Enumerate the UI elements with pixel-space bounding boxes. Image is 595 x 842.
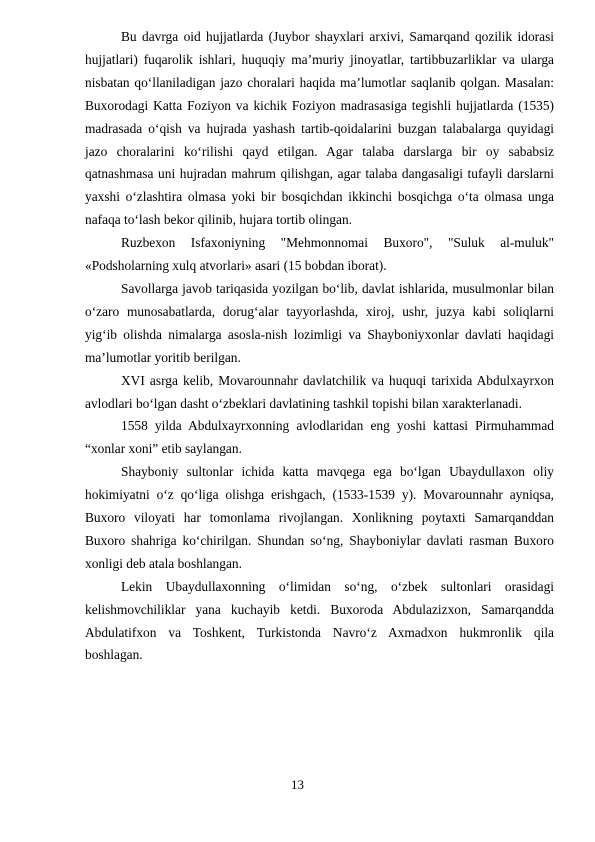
paragraph-disagreements: Lekin Ubaydullaxonning o‘limidan so‘ng, o‘zbek sultonlari orasidagi kelishmovchiliklar yana kuchayib ketdi. Buxoroda Abdulazizxon, Samarqandda Abdulatifxon va Toshkent, Turkistonda Navro‘z Axmadxon hukmronlik qila boshlagan.	[85, 578, 554, 663]
paragraph-juybor-archive: Bu davrga oid hujjatlarda (Juybor shayxlari arxivi, Samarqand qozilik idorasi hujjatlari) fuqarolik ishlari, huquqiy ma’muriy jinoyatlar, tartibbuzarliklar va ularga nisbatan qo‘llaniladigan jazo choralari haqida ma’lumotlar saqlanib qolgan. Masalan: Buxorodagi Katta Foziyon va kichik Foziyon madrasasiga tegishli hujjatlarda (1535) madrasada o‘qish va hujrada yashash tartib-qoidalarini buzgan talabalarga quyidagi jazo choralarini ko‘rilishi qayd etilgan. Agar talaba darslarga bir oy sababsiz qatnashmasa uni hujradan mahrum qilishgan, agar talaba dangasaligi tufayli darslarni yaxshi o‘zlashtira olmasa yoki bir bosqichdan ikkinchi bosqichga o‘ta olmasa unga nafaqa to‘lash bekor qilinib, hujara tortib olingan.	[85, 29, 554, 228]
paragraph-questions-answers: Savollarga javob tariqasida yozilgan bo‘lib, davlat ishlarida, musulmonlar bilan o‘zaro munosabatlarda, dorug‘alar tayyorlashda, xiroj, ushr, juzya kabi soliqlarni yig‘ib olishda nimalarga asosla-nish lozimligi va Shayboniyxonlar davlati haqidagi ma’lumotlar yoritib berilgan.	[85, 280, 554, 365]
paragraph-pirmuhammad: 1558 yilda Abdulxayrxonning avlodlaridan eng yoshi kattasi Pirmuhammad “xonlar xoni” etib saylangan.	[85, 418, 554, 457]
paragraph-ruzbexon: Ruzbexon Isfaxoniyning "Mehmonnomai Buxoro", "Suluk al-muluk" «Podsholarning xulq atvorlari» asari (15 bobdan iborat).	[85, 235, 554, 274]
paragraph-xvi-century: XVI asrga kelib, Movarounnahr davlatchilik va huquqi tarixida Abdulxayrxon avlodlari bo‘lgan dasht o‘zbeklari davlatining tashkil topishi bilan xarakterlanadi.	[85, 372, 554, 411]
document-body	[85, 26, 554, 667]
page-number: 13	[291, 777, 304, 792]
paragraph-ubaydullaxon: Shayboniy sultonlar ichida katta mavqega ega bo‘lgan Ubaydullaxon oliy hokimiyatni o‘z qo‘liga olishga erishgach, (1533-1539 y). Movarounnahr ayniqsa, Buxoro viloyati har tomonlama rivojlangan. Xonlikning poytaxti Samarqanddan Buxoro shahriga ko‘chirilgan. Shundan so‘ng, Shayboniylar davlati rasman Buxoro xonligi deb atala boshlangan.	[85, 464, 554, 571]
